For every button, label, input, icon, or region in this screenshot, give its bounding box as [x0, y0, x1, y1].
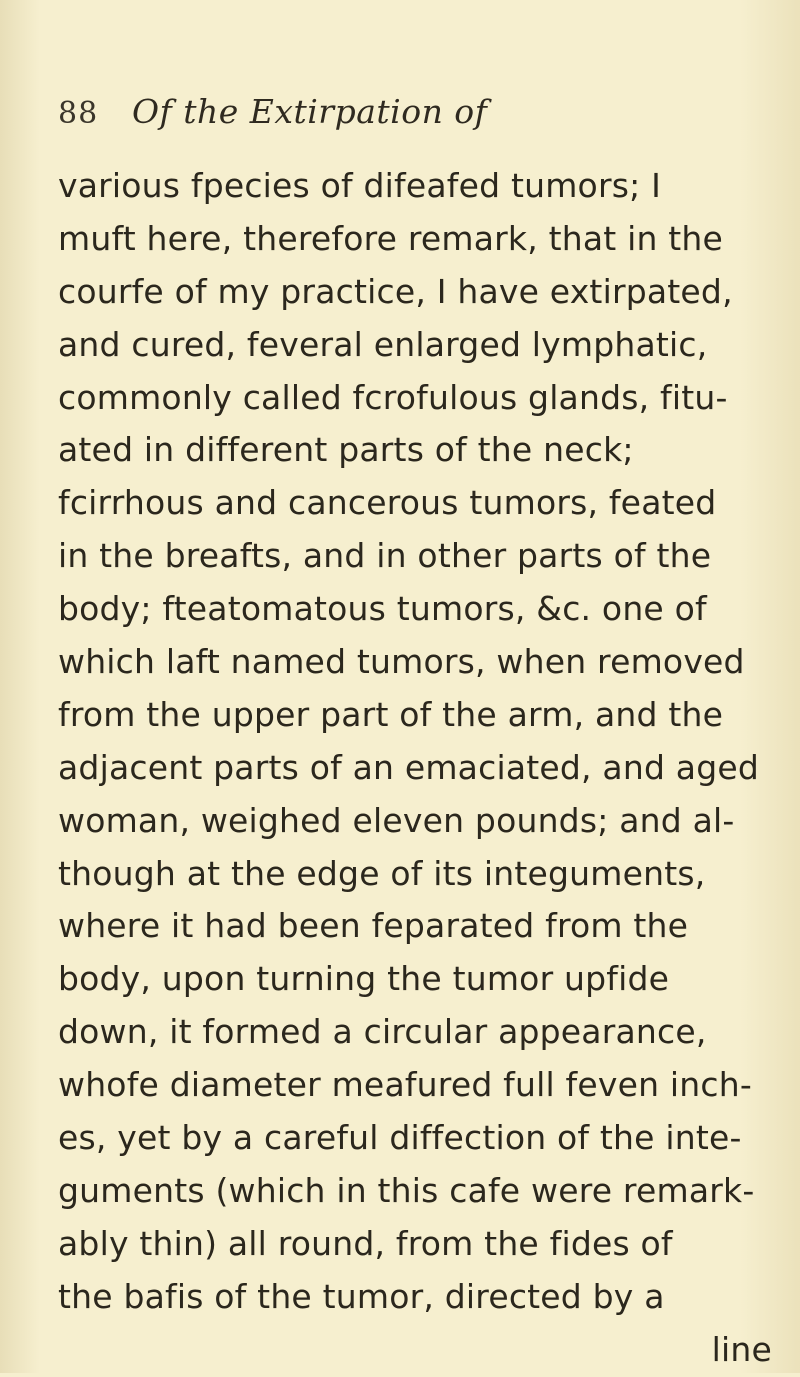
text-line: muft here, therefore remark, that in the	[58, 218, 724, 258]
text-line: woman, weighed eleven pounds; and al-	[58, 800, 735, 840]
text-line: various fpecies of difeafed tumors; I	[58, 166, 662, 205]
body-text	[58, 160, 798, 1376]
text-line: though at the edge of its integuments,	[58, 853, 706, 893]
text-line: whofe diameter meafured full feven inch-	[58, 1065, 752, 1105]
catchword: line	[711, 1329, 772, 1369]
running-title: Of the Extirpation of	[132, 92, 488, 131]
text-line: where it had been feparated from the	[58, 906, 689, 946]
text-line: es, yet by a careful diffection of the inte-	[58, 1118, 742, 1158]
text-line: adjacent parts of an emaciated, and aged	[58, 747, 759, 787]
text-line: guments (which in this cafe were remark-	[58, 1170, 755, 1210]
text-line: which laft named tumors, when removed	[58, 642, 745, 682]
text-line: body; fteatomatous tumors, &c. one of	[58, 589, 707, 629]
page-number: 88	[58, 96, 99, 131]
text-line: ated in different parts of the neck;	[58, 430, 634, 470]
text-line: the bafis of the tumor, directed by a	[58, 1276, 665, 1316]
text-line: in the breafts, and in other parts of the	[58, 536, 712, 576]
text-line: commonly called fcrofulous glands, fitu-	[58, 377, 728, 417]
text-line: body, upon turning the tumor upfide	[58, 959, 670, 999]
text-line: and cured, feveral enlarged lymphatic,	[58, 324, 708, 364]
text-line: from the upper part of the arm, and the	[58, 694, 724, 734]
text-line: down, it formed a circular appearance,	[58, 1012, 707, 1052]
text-line: courfe of my practice, I have extirpated,	[58, 271, 733, 311]
text-line: ably thin) all round, from the fides of	[58, 1223, 673, 1263]
page-header	[58, 92, 487, 152]
text-line: fcirrhous and cancerous tumors, feated	[58, 483, 717, 523]
